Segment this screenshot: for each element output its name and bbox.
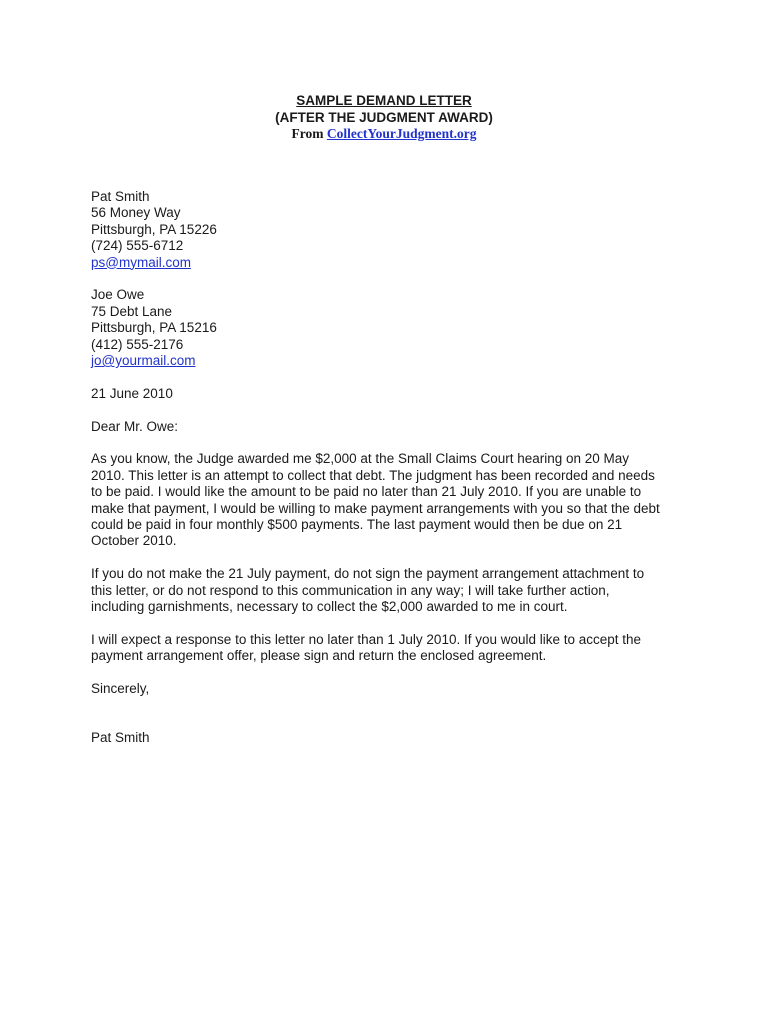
paragraph-line: including garnishments, necessary to collect the $2,000 awarded to me in court. — [91, 599, 568, 615]
paragraph-line: could be paid in four monthly $500 payments. The last payment would then be due on 21 — [91, 517, 623, 533]
signature-name: Pat Smith — [91, 730, 150, 746]
sender-name: Pat Smith — [91, 189, 150, 204]
paragraph-line: to be paid. I would like the amount to be paid no later than 21 July 2010. If you are unable to — [91, 484, 642, 500]
paragraph-line: I will expect a response to this letter no later than 1 July 2010. If you would like to accept the — [91, 631, 642, 647]
paragraph-line: this letter, or do not respond to this communication in any way; I will take further action, — [91, 582, 610, 598]
letter-title: SAMPLE DEMAND LETTER — [296, 93, 472, 108]
paragraph-1 — [91, 451, 691, 549]
recipient-name: Joe Owe — [91, 287, 145, 303]
letter-date: 21 June 2010 — [91, 385, 173, 401]
paragraph-line: October 2010. — [91, 533, 177, 549]
recipient-email-link[interactable]: jo@yourmail.com — [91, 353, 196, 369]
closing: Sincerely, — [91, 681, 150, 697]
letter-body — [91, 189, 691, 747]
recipient-address — [91, 287, 691, 369]
salutation: Dear Mr. Owe: — [91, 418, 179, 434]
source-link[interactable]: CollectYourJudgment.org — [326, 126, 477, 141]
recipient-street: 75 Debt Lane — [91, 303, 173, 319]
paragraph-line: payment arrangement offer, please sign and return the enclosed agreement. — [91, 648, 547, 664]
from-prefix: From — [291, 126, 327, 141]
letter-subtitle: (AFTER THE JUDGMENT AWARD) — [275, 109, 493, 125]
paragraph-line: make that payment, I would be willing to make payment arrangements with you so that the debt — [91, 500, 660, 516]
sender-phone: (724) 555-6712 — [91, 238, 184, 254]
from-line — [0, 126, 768, 143]
paragraph-line: 2010. This letter is an attempt to collect that debt. The judgment has been recorded and needs — [91, 467, 655, 483]
sender-city: Pittsburgh, PA 15226 — [91, 221, 217, 237]
sender-address — [91, 189, 691, 271]
sender-street: 56 Money Way — [91, 205, 181, 221]
paragraph-line: As you know, the Judge awarded me $2,000 at the Small Claims Court hearing on 20 May — [91, 451, 630, 467]
recipient-phone: (412) 555-2176 — [91, 336, 184, 352]
sender-email-link[interactable]: ps@mymail.com — [91, 254, 191, 270]
paragraph-2 — [91, 566, 691, 615]
letter-header — [0, 93, 768, 143]
paragraph-3 — [91, 632, 691, 665]
paragraph-line: If you do not make the 21 July payment, do not sign the payment arrangement attachment to — [91, 566, 645, 582]
recipient-city: Pittsburgh, PA 15216 — [91, 320, 217, 336]
